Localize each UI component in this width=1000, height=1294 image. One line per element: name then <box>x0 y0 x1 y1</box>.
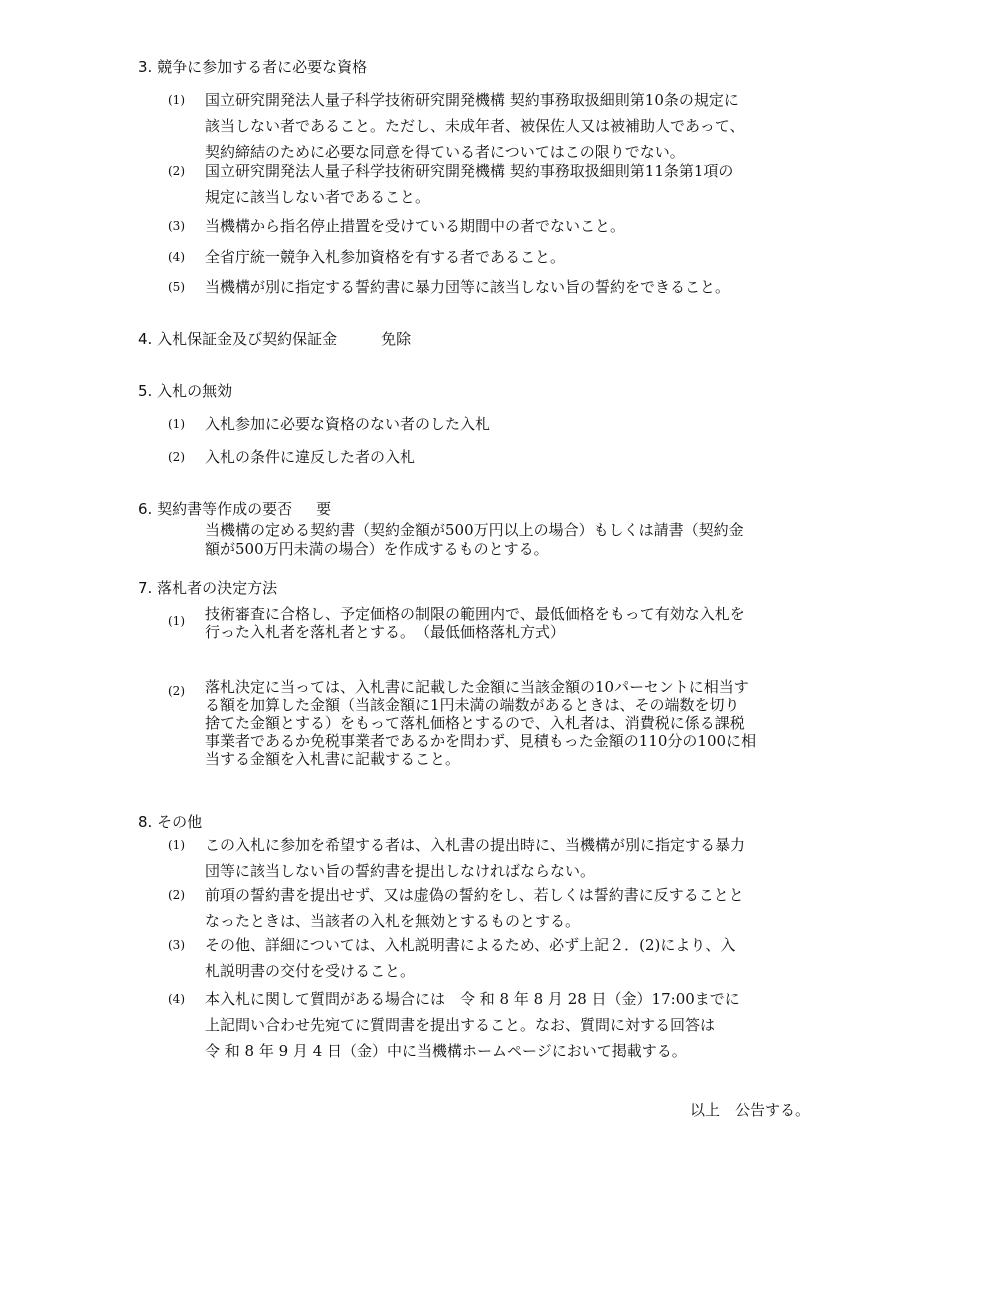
section-8-heading: 8. その他 <box>138 813 203 831</box>
item-text: 全省庁統一競争入札参加資格を有する者であること。 <box>205 248 566 266</box>
section-7-heading: 7. 落札者の決定方法 <box>138 579 278 597</box>
item-text: 入札の条件に違反した者の入札 <box>205 448 416 466</box>
item-text: 本入札に関して質問がある場合には 令 和 8 年 8 月 28 日（金）17:00までに 上記問い合わせ先宛てに質問書を提出すること。なお、質問に対する回答は 令 和 8 年 9 月 4 日（金）中に当機構ホームページにおいて掲載する。 <box>205 990 740 1060</box>
closing-text: 以上 公告する。 <box>689 1101 810 1119</box>
item-number: (1) <box>168 93 185 107</box>
item-number: (2) <box>168 164 185 178</box>
item-text: 当機構が別に指定する誓約書に暴力団等に該当しない旨の誓約をできること。 <box>205 278 731 296</box>
item-number: (1) <box>168 838 185 852</box>
item-number: (2) <box>168 684 185 698</box>
item-number: (1) <box>168 614 185 628</box>
section-4-heading: 4. 入札保証金及び契約保証金 免除 <box>138 330 412 348</box>
section-3-heading: 3. 競争に参加する者に必要な資格 <box>138 58 368 76</box>
item-text: 入札参加に必要な資格のない者のした入札 <box>205 415 491 433</box>
item-number: (2) <box>168 450 185 464</box>
item-number: (4) <box>168 992 185 1006</box>
item-number: (1) <box>168 417 185 431</box>
section-6-text: 当機構の定める契約書（契約金額が500万円以上の場合）もしくは請書（契約金 額が500万円未満の場合）を作成するものとする。 <box>205 521 744 558</box>
item-text: 当機構から指名停止措置を受けている期間中の者でないこと。 <box>205 217 626 235</box>
item-number: (5) <box>168 280 185 294</box>
item-text: その他、詳細については、入札説明書によるため、必ず上記２．(2)により、入 札説明書の交付を受けること。 <box>205 936 736 980</box>
item-text: 前項の誓約書を提出せず、又は虚偽の誓約をし、若しくは誓約書に反することと なったときは、当該者の入札を無効とするものとする。 <box>205 886 744 930</box>
item-number: (3) <box>168 219 185 233</box>
section-6-value: 要 <box>316 500 332 518</box>
item-text: 落札決定に当っては、入札書に記載した金額に当該金額の10パーセントに相当す る額を加算した金額（当該金額に1円未満の端数があるときは、その端数を切り 捨てた金額とする）をもって落札価格とするので、入札者は、消費税に係る課税 事業者であるか免税事業者であるかを問わず、見積もった金額の110分の100に相 当する金額を入札書に記載すること。 <box>205 678 757 768</box>
item-text: 技術審査に合格し、予定価格の制限の範囲内で、最低価格をもって有効な入札を 行った入札者を落札者とする。 （最低価格落札方式） <box>205 605 745 641</box>
item-text: 国立研究開発法人量子科学技術研究開発機構 契約事務取扱細則第11条第1項の 規定に該当しない者であること。 <box>205 162 734 206</box>
item-number: (3) <box>168 938 185 952</box>
item-number: (4) <box>168 250 185 264</box>
section-5-heading: 5. 入札の無効 <box>138 382 233 400</box>
item-text: この入札に参加を希望する者は、入札書の提出時に、当機構が別に指定する暴力 団等に該当しない旨の誓約書を提出しなければならない。 <box>205 836 746 880</box>
section-6-heading: 6. 契約書等作成の要否 要 <box>138 500 332 518</box>
item-text: 国立研究開発法人量子科学技術研究開発機構 契約事務取扱細則第10条の規定に 該当しない者であること。ただし、未成年者、被保佐人又は被補助人であって、 契約締結のために必要な同意を得ている者についてはこの限りでない。 <box>205 91 745 161</box>
section-4-value: 免除 <box>381 330 412 348</box>
item-number: (2) <box>168 888 185 902</box>
